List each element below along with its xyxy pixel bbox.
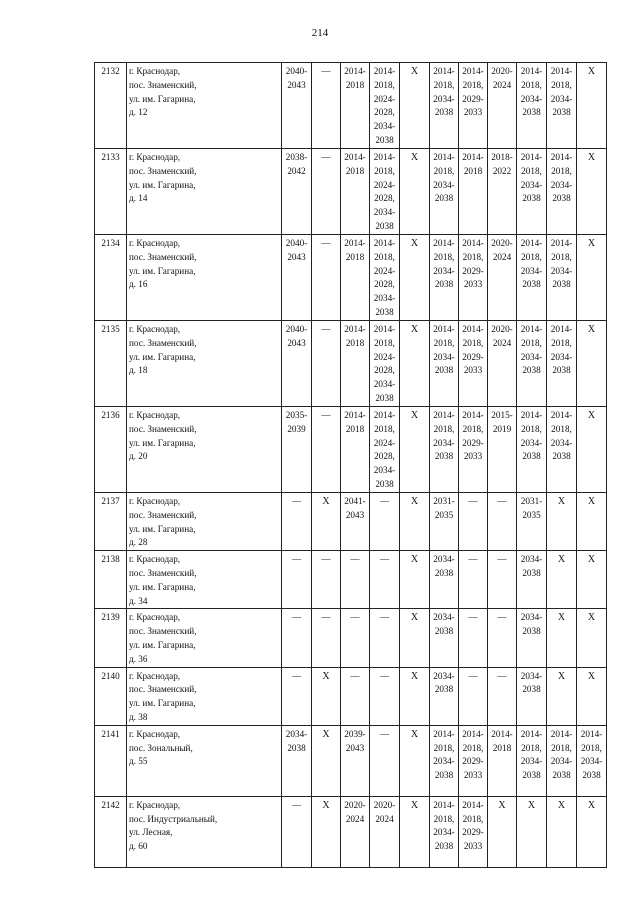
period-cell: — xyxy=(488,551,517,609)
period-cell: — xyxy=(312,407,341,493)
row-number: 2137 xyxy=(95,493,127,551)
period-cell: — xyxy=(459,493,488,551)
table-row xyxy=(95,796,607,867)
address-cell: г. Краснодар, пос. Знаменский, ул. им. Гагарина, д. 20 xyxy=(127,407,282,493)
registry-table xyxy=(94,62,607,868)
period-cell: X xyxy=(312,493,341,551)
period-cell: 2034- 2038 xyxy=(430,667,459,725)
period-cell: 2041- 2043 xyxy=(341,493,370,551)
period-cell: 2014- 2018, 2029- 2033 xyxy=(459,321,488,407)
address-cell: г. Краснодар, пос. Знаменский, ул. им. Гагарина, д. 16 xyxy=(127,235,282,321)
period-cell: X xyxy=(577,796,607,867)
period-cell: — xyxy=(341,609,370,667)
period-cell: 2014- 2018, 2034- 2038 xyxy=(430,321,459,407)
period-cell: — xyxy=(282,493,312,551)
period-cell: 2034- 2038 xyxy=(282,725,312,796)
address-cell: г. Краснодар, пос. Знаменский, ул. им. Гагарина, д. 12 xyxy=(127,63,282,149)
address-cell: г. Краснодар, пос. Зональный, д. 55 xyxy=(127,725,282,796)
period-cell: — xyxy=(459,667,488,725)
period-cell: 2035- 2039 xyxy=(282,407,312,493)
address-cell: г. Краснодар, пос. Знаменский, ул. им. Гагарина, д. 18 xyxy=(127,321,282,407)
period-cell: X xyxy=(400,321,430,407)
period-cell: 2034- 2038 xyxy=(430,609,459,667)
period-cell: X xyxy=(400,493,430,551)
period-cell: 2014- 2018, 2034- 2038 xyxy=(430,407,459,493)
period-cell: X xyxy=(577,609,607,667)
period-cell: — xyxy=(341,667,370,725)
period-cell: 2014- 2018, 2029- 2033 xyxy=(459,235,488,321)
period-cell: — xyxy=(312,149,341,235)
row-number: 2139 xyxy=(95,609,127,667)
period-cell: 2040- 2043 xyxy=(282,321,312,407)
period-cell: 2014- 2018, 2034- 2038 xyxy=(547,725,577,796)
period-cell: X xyxy=(400,667,430,725)
period-cell: 2014- 2018, 2034- 2038 xyxy=(517,725,547,796)
row-number: 2135 xyxy=(95,321,127,407)
period-cell: X xyxy=(577,407,607,493)
period-cell: 2014- 2018, 2029- 2033 xyxy=(459,796,488,867)
row-number: 2136 xyxy=(95,407,127,493)
period-cell: 2015- 2019 xyxy=(488,407,517,493)
address-cell: г. Краснодар, пос. Знаменский, ул. им. Гагарина, д. 38 xyxy=(127,667,282,725)
period-cell: X xyxy=(547,609,577,667)
period-cell: X xyxy=(577,551,607,609)
period-cell: 2020- 2024 xyxy=(370,796,400,867)
period-cell: 2014- 2018, 2034- 2038 xyxy=(547,149,577,235)
period-cell: X xyxy=(312,725,341,796)
period-cell: — xyxy=(370,667,400,725)
table-row xyxy=(95,725,607,796)
period-cell: — xyxy=(282,796,312,867)
table-row xyxy=(95,149,607,235)
period-cell: X xyxy=(400,725,430,796)
table-row xyxy=(95,667,607,725)
period-cell: — xyxy=(282,551,312,609)
period-cell: 2014- 2018, 2024- 2028, 2034- 2038 xyxy=(370,149,400,235)
period-cell: X xyxy=(400,551,430,609)
period-cell: — xyxy=(459,609,488,667)
period-cell: — xyxy=(459,551,488,609)
table-row xyxy=(95,235,607,321)
period-cell: 2020- 2024 xyxy=(488,63,517,149)
period-cell: X xyxy=(577,235,607,321)
period-cell: X xyxy=(400,149,430,235)
period-cell: 2034- 2038 xyxy=(430,551,459,609)
period-cell: 2014- 2018, 2034- 2038 xyxy=(517,321,547,407)
period-cell: 2034- 2038 xyxy=(517,667,547,725)
row-number: 2141 xyxy=(95,725,127,796)
period-cell: 2031- 2035 xyxy=(430,493,459,551)
period-cell: 2014- 2018, 2034- 2038 xyxy=(430,63,459,149)
period-cell: X xyxy=(577,667,607,725)
address-cell: г. Краснодар, пос. Индустриальный, ул. Лесная, д. 60 xyxy=(127,796,282,867)
period-cell: 2014- 2018, 2034- 2038 xyxy=(517,407,547,493)
period-cell: X xyxy=(400,609,430,667)
table-row xyxy=(95,63,607,149)
period-cell: 2014- 2018 xyxy=(341,63,370,149)
table-row xyxy=(95,407,607,493)
period-cell: X xyxy=(312,796,341,867)
period-cell: X xyxy=(400,407,430,493)
period-cell: 2014- 2018 xyxy=(341,321,370,407)
period-cell: 2020- 2024 xyxy=(488,235,517,321)
period-cell: X xyxy=(400,796,430,867)
address-cell: г. Краснодар, пос. Знаменский, ул. им. Гагарина, д. 36 xyxy=(127,609,282,667)
period-cell: X xyxy=(547,493,577,551)
period-cell: 2031- 2035 xyxy=(517,493,547,551)
row-number: 2138 xyxy=(95,551,127,609)
address-cell: г. Краснодар, пос. Знаменский, ул. им. Гагарина, д. 34 xyxy=(127,551,282,609)
period-cell: 2034- 2038 xyxy=(517,609,547,667)
period-cell: 2014- 2018, 2024- 2028, 2034- 2038 xyxy=(370,235,400,321)
period-cell: 2034- 2038 xyxy=(517,551,547,609)
period-cell: X xyxy=(400,235,430,321)
period-cell: — xyxy=(282,667,312,725)
period-cell: X xyxy=(547,551,577,609)
period-cell: 2014- 2018 xyxy=(488,725,517,796)
page-number: 214 xyxy=(311,27,329,39)
period-cell: — xyxy=(488,493,517,551)
period-cell: 2014- 2018 xyxy=(341,149,370,235)
period-cell: — xyxy=(370,725,400,796)
period-cell: 2040- 2043 xyxy=(282,63,312,149)
table-row xyxy=(95,551,607,609)
period-cell: 2020- 2024 xyxy=(488,321,517,407)
period-cell: — xyxy=(370,609,400,667)
address-cell: г. Краснодар, пос. Знаменский, ул. им. Гагарина, д. 28 xyxy=(127,493,282,551)
period-cell: — xyxy=(488,667,517,725)
period-cell: — xyxy=(312,551,341,609)
period-cell: X xyxy=(577,63,607,149)
period-cell: X xyxy=(547,796,577,867)
period-cell: — xyxy=(312,235,341,321)
period-cell: 2014- 2018, 2024- 2028, 2034- 2038 xyxy=(370,407,400,493)
period-cell: 2014- 2018, 2034- 2038 xyxy=(547,321,577,407)
period-cell: X xyxy=(577,493,607,551)
period-cell: 2038- 2042 xyxy=(282,149,312,235)
period-cell: — xyxy=(312,321,341,407)
period-cell: 2014- 2018, 2034- 2038 xyxy=(430,796,459,867)
period-cell: 2014- 2018, 2034- 2038 xyxy=(517,235,547,321)
period-cell: X xyxy=(547,667,577,725)
table-row xyxy=(95,609,607,667)
period-cell: 2014- 2018, 2034- 2038 xyxy=(430,725,459,796)
row-number: 2132 xyxy=(95,63,127,149)
row-number: 2134 xyxy=(95,235,127,321)
address-cell: г. Краснодар, пос. Знаменский, ул. им. Гагарина, д. 14 xyxy=(127,149,282,235)
period-cell: 2014- 2018, 2034- 2038 xyxy=(547,407,577,493)
period-cell: 2014- 2018 xyxy=(459,149,488,235)
period-cell: — xyxy=(282,609,312,667)
period-cell: 2014- 2018, 2034- 2038 xyxy=(517,63,547,149)
period-cell: 2014- 2018, 2034- 2038 xyxy=(547,235,577,321)
period-cell: 2014- 2018, 2029- 2033 xyxy=(459,63,488,149)
table-row xyxy=(95,493,607,551)
period-cell: 2014- 2018, 2034- 2038 xyxy=(517,149,547,235)
period-cell: X xyxy=(312,667,341,725)
period-cell: X xyxy=(488,796,517,867)
row-number: 2142 xyxy=(95,796,127,867)
period-cell: — xyxy=(341,551,370,609)
period-cell: — xyxy=(312,609,341,667)
period-cell: 2014- 2018, 2024- 2028, 2034- 2038 xyxy=(370,63,400,149)
period-cell: 2020- 2024 xyxy=(341,796,370,867)
table-row xyxy=(95,321,607,407)
period-cell: 2014- 2018, 2029- 2033 xyxy=(459,725,488,796)
period-cell: 2014- 2018, 2034- 2038 xyxy=(430,149,459,235)
row-number: 2133 xyxy=(95,149,127,235)
period-cell: X xyxy=(400,63,430,149)
period-cell: 2014- 2018 xyxy=(341,235,370,321)
period-cell: — xyxy=(488,609,517,667)
period-cell: 2014- 2018, 2034- 2038 xyxy=(547,63,577,149)
row-number: 2140 xyxy=(95,667,127,725)
period-cell: — xyxy=(370,551,400,609)
period-cell: 2014- 2018, 2034- 2038 xyxy=(430,235,459,321)
period-cell: 2018- 2022 xyxy=(488,149,517,235)
period-cell: X xyxy=(577,149,607,235)
period-cell: 2014- 2018 xyxy=(341,407,370,493)
period-cell: 2039- 2043 xyxy=(341,725,370,796)
period-cell: X xyxy=(577,321,607,407)
period-cell: 2014- 2018, 2029- 2033 xyxy=(459,407,488,493)
period-cell: — xyxy=(370,493,400,551)
period-cell: — xyxy=(312,63,341,149)
period-cell: 2040- 2043 xyxy=(282,235,312,321)
period-cell: 2014- 2018, 2024- 2028, 2034- 2038 xyxy=(370,321,400,407)
period-cell: X xyxy=(517,796,547,867)
period-cell: 2014- 2018, 2034- 2038 xyxy=(577,725,607,796)
